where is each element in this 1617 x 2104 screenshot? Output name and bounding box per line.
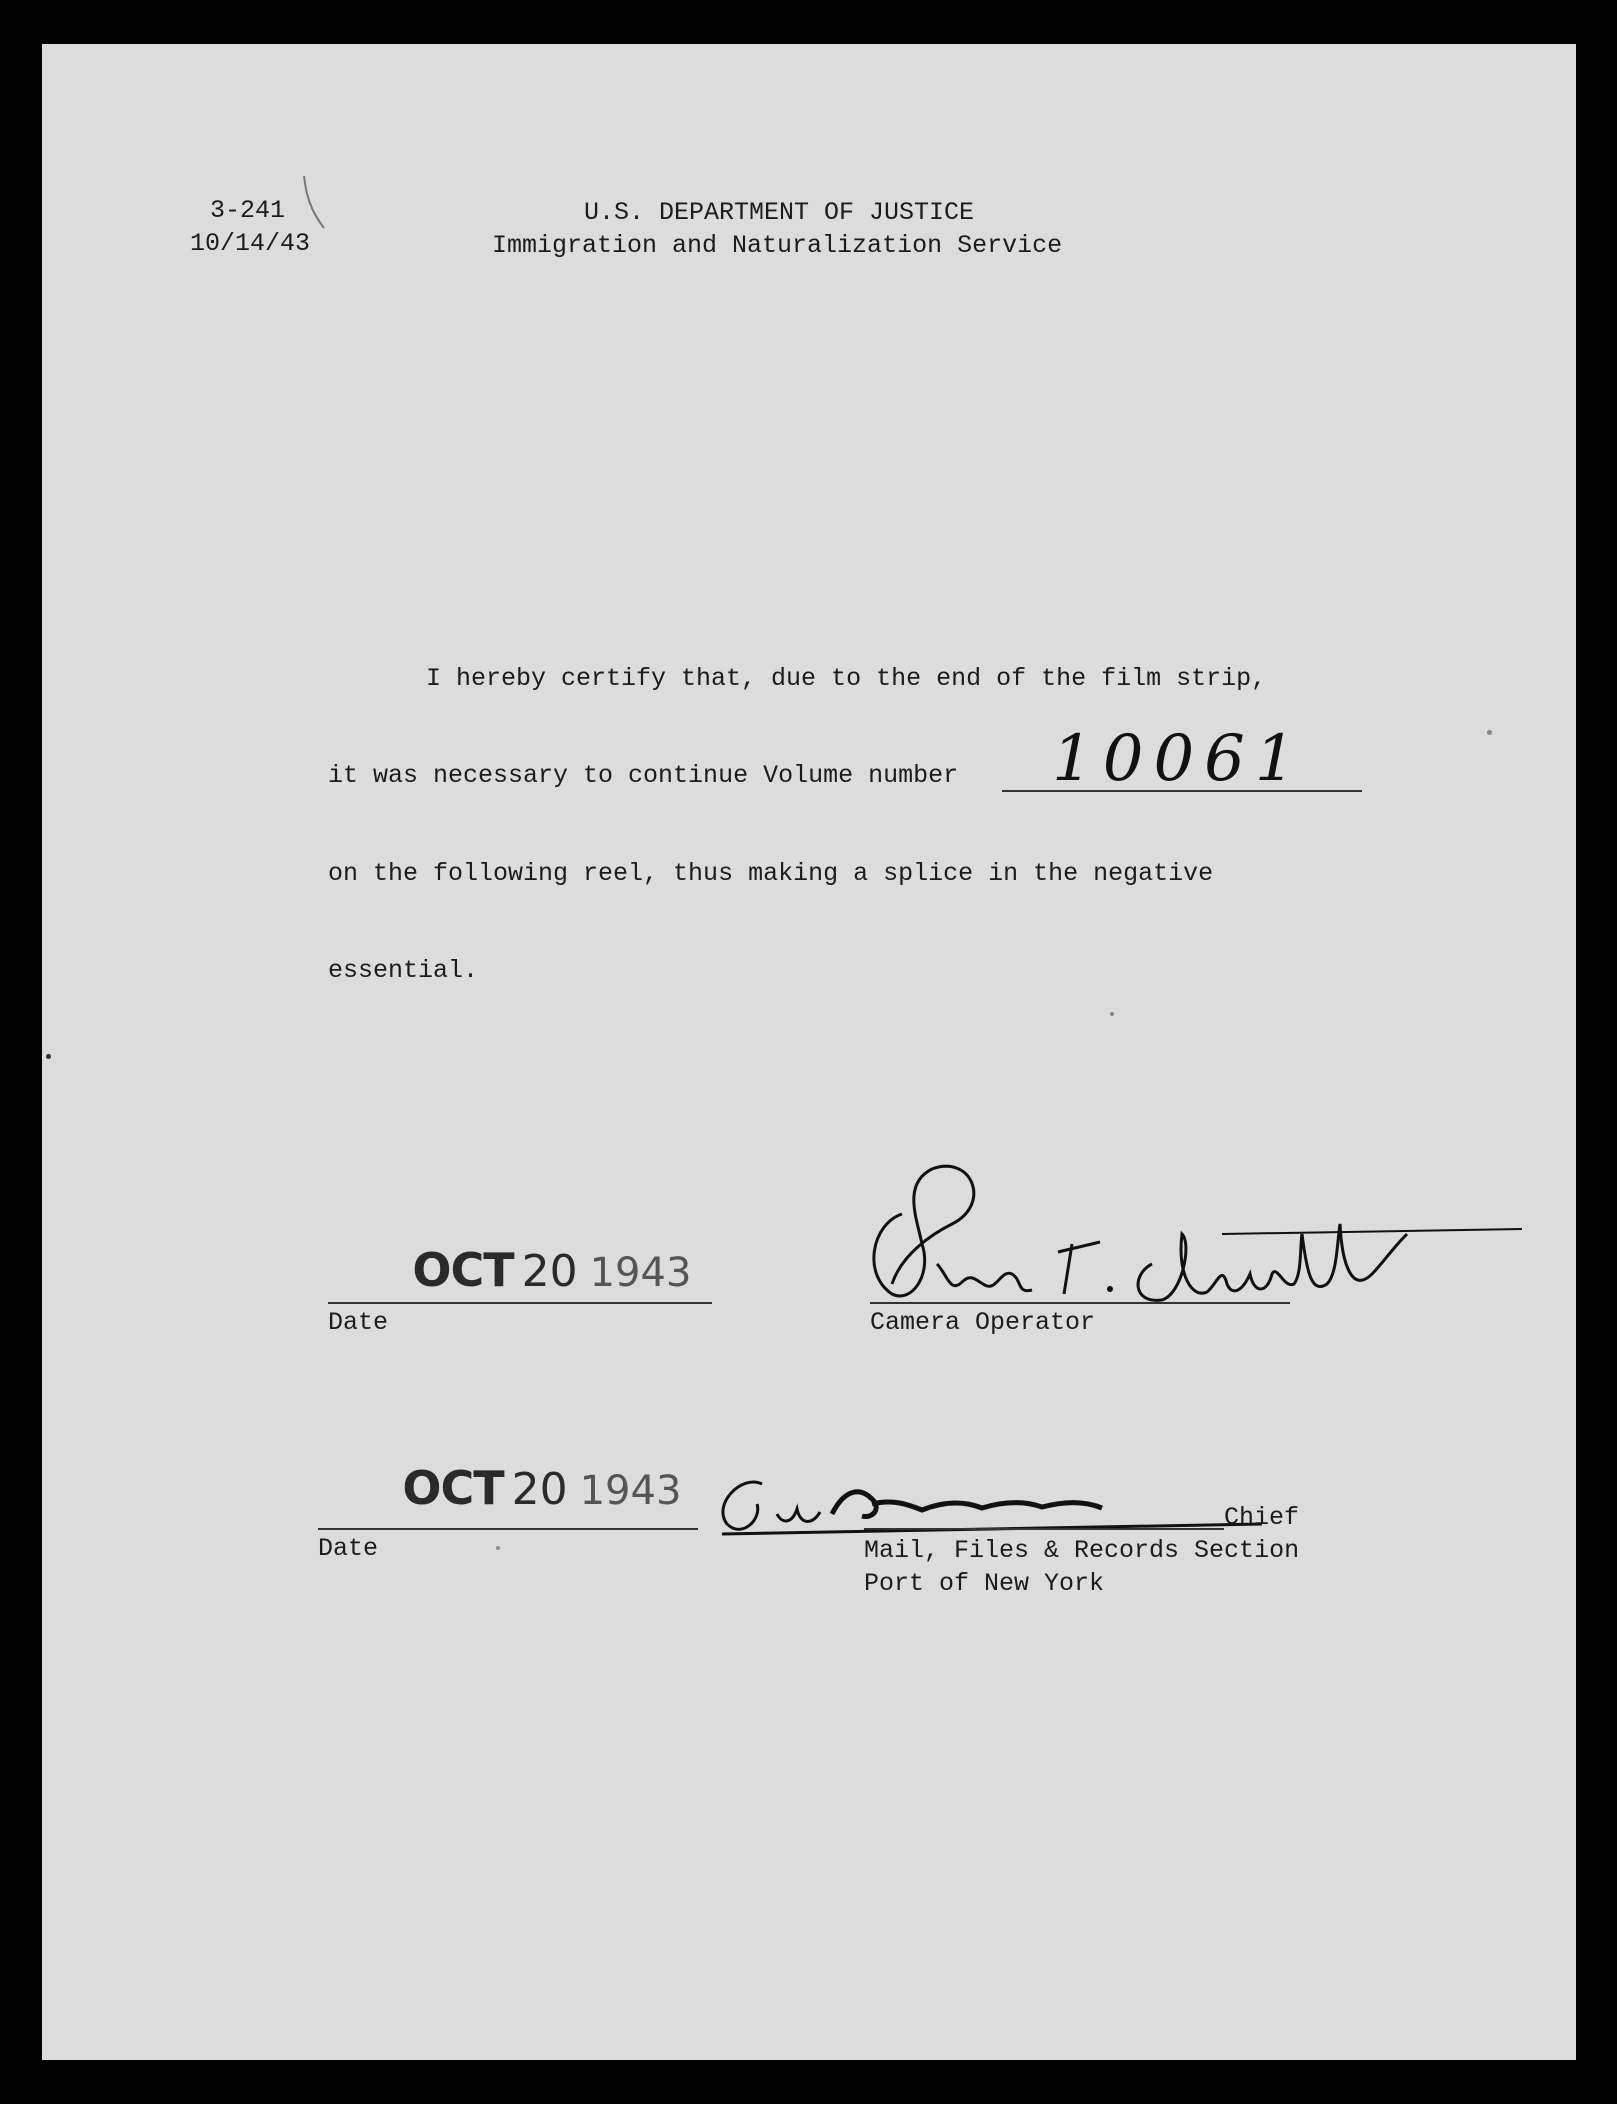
- date-label-2: Date: [318, 1534, 379, 1563]
- date-stamp-1-month: OCT: [412, 1243, 514, 1297]
- date-stamp-1-year: 1943: [589, 1250, 692, 1296]
- form-number: 3-241: [210, 196, 286, 225]
- date-stamp-2-year: 1943: [579, 1468, 682, 1514]
- date-label-1: Date: [328, 1308, 389, 1337]
- speck: [1487, 730, 1492, 735]
- date-stamp-1-day: 20: [521, 1246, 578, 1297]
- certification-line-3: on the following reel, thus making a splice in the negative: [328, 859, 1214, 888]
- chief-title: Chief: [1224, 1503, 1300, 1532]
- camera-operator-label: Camera Operator: [870, 1308, 1096, 1337]
- date-stamp-2-month: OCT: [402, 1461, 504, 1515]
- certification-line-2: it was necessary to continue Volume number: [328, 761, 959, 790]
- date-line-2: [318, 1528, 698, 1530]
- date-line-1: [328, 1302, 712, 1304]
- speck: [1110, 1012, 1114, 1016]
- speck: [46, 1054, 51, 1059]
- chief-section: Mail, Files & Records Section: [864, 1536, 1300, 1565]
- pencil-tick-mark: [300, 174, 330, 234]
- chief-port: Port of New York: [864, 1569, 1105, 1598]
- agency-title: U.S. DEPARTMENT OF JUSTICE: [584, 198, 975, 227]
- speck: [496, 1546, 500, 1550]
- chief-signature-line: [864, 1528, 1224, 1530]
- certification-line-4: essential.: [328, 956, 479, 985]
- camera-operator-line: [870, 1302, 1290, 1304]
- date-stamp-2-day: 20: [511, 1464, 568, 1515]
- certification-line-1: I hereby certify that, due to the end of the film strip,: [426, 664, 1267, 693]
- date-stamp-2: [382, 1442, 681, 1534]
- volume-number-handwritten: 10061: [1052, 722, 1306, 796]
- service-subtitle: Immigration and Naturalization Service: [492, 231, 1063, 260]
- document-sheet: [42, 44, 1576, 2060]
- form-date: 10/14/43: [190, 229, 311, 258]
